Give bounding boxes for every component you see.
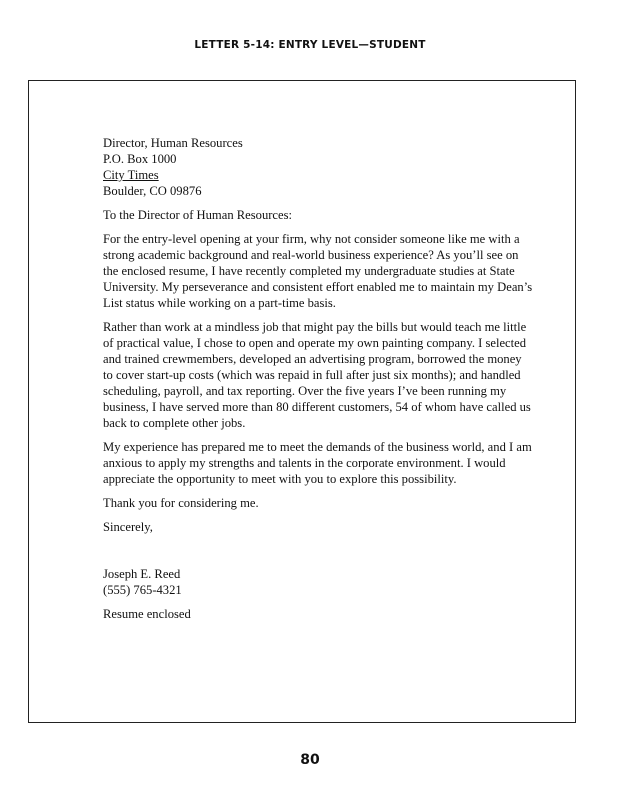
paragraph-request: My experience has prepared me to meet the demands of the business world, and I am anxious to apply my strengths and talents in the corporate environment. I would appreciate the opportunity to meet with you to explore this possibility.	[103, 440, 532, 486]
paragraph-experience: Rather than work at a mindless job that might pay the bills but would teach me little of practical value, I chose to open and operate my own painting company. I selected and trained crewmembers, developed an advertising program, borrowed the money to cover start-up costs (which was repaid in full after just six months); and handled scheduling, payroll, and tax reporting. Over the five years I’ve been running my business, I have served more than 80 different customers, 54 of whom have called us back to complete other jobs.	[103, 320, 531, 430]
signature-name: Joseph E. Reed	[103, 567, 181, 581]
enclosure-note: Resume enclosed	[103, 607, 191, 621]
page-number: 80	[300, 752, 320, 768]
recipient-city: Boulder, CO 09876	[103, 184, 202, 198]
paragraph-intro: For the entry-level opening at your firm, why not consider someone like me with a strong academic background and real-world business experience? As you’ll see on the enclosed resume, I have recently completed my undergraduate studies at State University. My perseverance and consistent effort enabled me to maintain my Dean’s List status while working on a part-time basis.	[103, 232, 533, 310]
recipient-title: Director, Human Resources	[103, 136, 243, 150]
recipient-po-box: P.O. Box 1000	[103, 152, 177, 166]
recipient-address-block	[103, 135, 533, 199]
salutation: To the Director of Human Resources:	[103, 208, 293, 222]
page-header-title: LETTER 5-14: ENTRY LEVEL—STUDENT	[194, 39, 426, 51]
paragraph-thanks: Thank you for considering me.	[103, 496, 259, 510]
recipient-company: City Times	[103, 168, 159, 182]
signature-phone: (555) 765-4321	[103, 583, 182, 597]
letter-body	[103, 135, 533, 622]
closing: Sincerely,	[103, 520, 153, 534]
signature-block	[103, 566, 533, 598]
